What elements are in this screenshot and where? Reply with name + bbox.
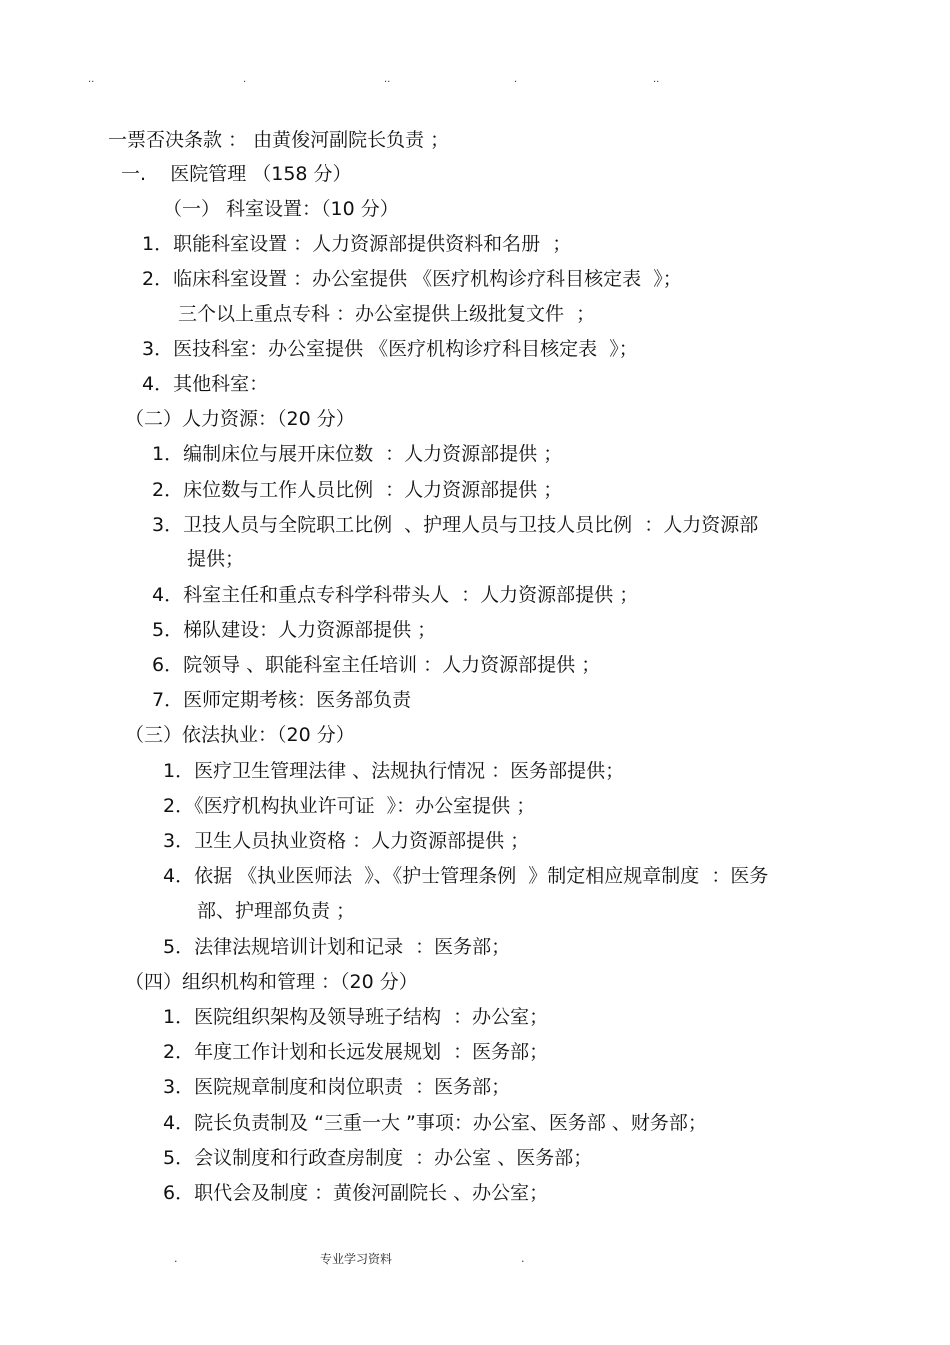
- veto-clause: 一票否决条款 ： 由黄俊河副院长负责 ；: [108, 129, 450, 151]
- list-item: 7．医师定期考核：医务部负责: [152, 689, 412, 711]
- footer-mark: .: [174, 1252, 178, 1265]
- list-item: 4．科室主任和重点专科学科带头人 ：人力资源部提供 ；: [152, 584, 639, 606]
- list-item: 1．医疗卫生管理法律 、法规执行情况 ：医务部提供；: [163, 760, 625, 782]
- footer-label: 专业学习资料: [320, 1252, 393, 1266]
- list-item: 5．法律法规培训计划和记录 ：医务部；: [163, 936, 511, 958]
- list-item: 1．职能科室设置 ：人力资源部提供资料和名册 ；: [142, 233, 572, 255]
- list-item: 1．医院组织架构及领导班子结构 ：办公室；: [163, 1006, 549, 1028]
- subsection-heading: （三）依法执业：（20 分）: [125, 724, 355, 746]
- list-item: 5．梯队建设：人力资源部提供 ；: [152, 619, 437, 641]
- header-mark: ..: [384, 74, 391, 85]
- subsection-heading: （四）组织机构和管理 ：（20 分）: [125, 971, 418, 993]
- list-item: 4．其他科室：: [142, 373, 269, 395]
- subsection-heading: （二）人力资源：（20 分）: [125, 408, 355, 430]
- list-item: 2．临床科室设置 ：办公室提供 《医疗机构诊疗科目核定表 》；: [142, 268, 682, 290]
- footer-mark: .: [521, 1252, 525, 1265]
- list-item: 2．床位数与工作人员比例 ：人力资源部提供 ；: [152, 479, 563, 501]
- header-mark: ..: [88, 74, 95, 85]
- list-item: 6．职代会及制度 ：黄俊河副院长 、办公室；: [163, 1182, 549, 1204]
- list-item-continuation: 三个以上重点专科 ：办公室提供上级批复文件 ；: [178, 303, 596, 325]
- list-item-continuation: 部、护理部负责 ；: [197, 900, 356, 922]
- list-item: 3．卫生人员执业资格 ：人力资源部提供 ；: [163, 830, 530, 852]
- page-header-marks: [0, 72, 950, 88]
- header-mark: ..: [653, 74, 660, 85]
- subsection-heading: （一） 科室设置：（10 分）: [163, 198, 399, 220]
- list-item: 1．编制床位与展开床位数 ：人力资源部提供 ；: [152, 443, 563, 465]
- list-item: 3．卫技人员与全院职工比例 、护理人员与卫技人员比例 ：人力资源部: [152, 514, 759, 536]
- list-item: 3．医院规章制度和岗位职责 ：医务部；: [163, 1076, 511, 1098]
- header-mark: .: [243, 74, 247, 85]
- list-item-continuation: 提供；: [187, 548, 245, 570]
- list-item: 5．会议制度和行政查房制度 ：办公室 、医务部；: [163, 1147, 593, 1169]
- list-item: 2．年度工作计划和长远发展规划 ：医务部；: [163, 1041, 549, 1063]
- list-item: 2．《医疗机构执业许可证 》：办公室提供 ；: [163, 795, 536, 817]
- list-item: 6．院领导 、职能科室主任培训 ：人力资源部提供 ；: [152, 654, 601, 676]
- section-heading: 一. 医院管理 （158 分）: [121, 163, 352, 185]
- list-item: 3．医技科室：办公室提供 《医疗机构诊疗科目核定表 》；: [142, 338, 638, 360]
- list-item: 4．依据 《执业医师法 》、《护士管理条例 》制定相应规章制度 ：医务: [163, 865, 769, 887]
- header-mark: .: [514, 74, 518, 85]
- list-item: 4．院长负责制及 “三重一大 ”事项：办公室、医务部 、财务部；: [163, 1112, 707, 1134]
